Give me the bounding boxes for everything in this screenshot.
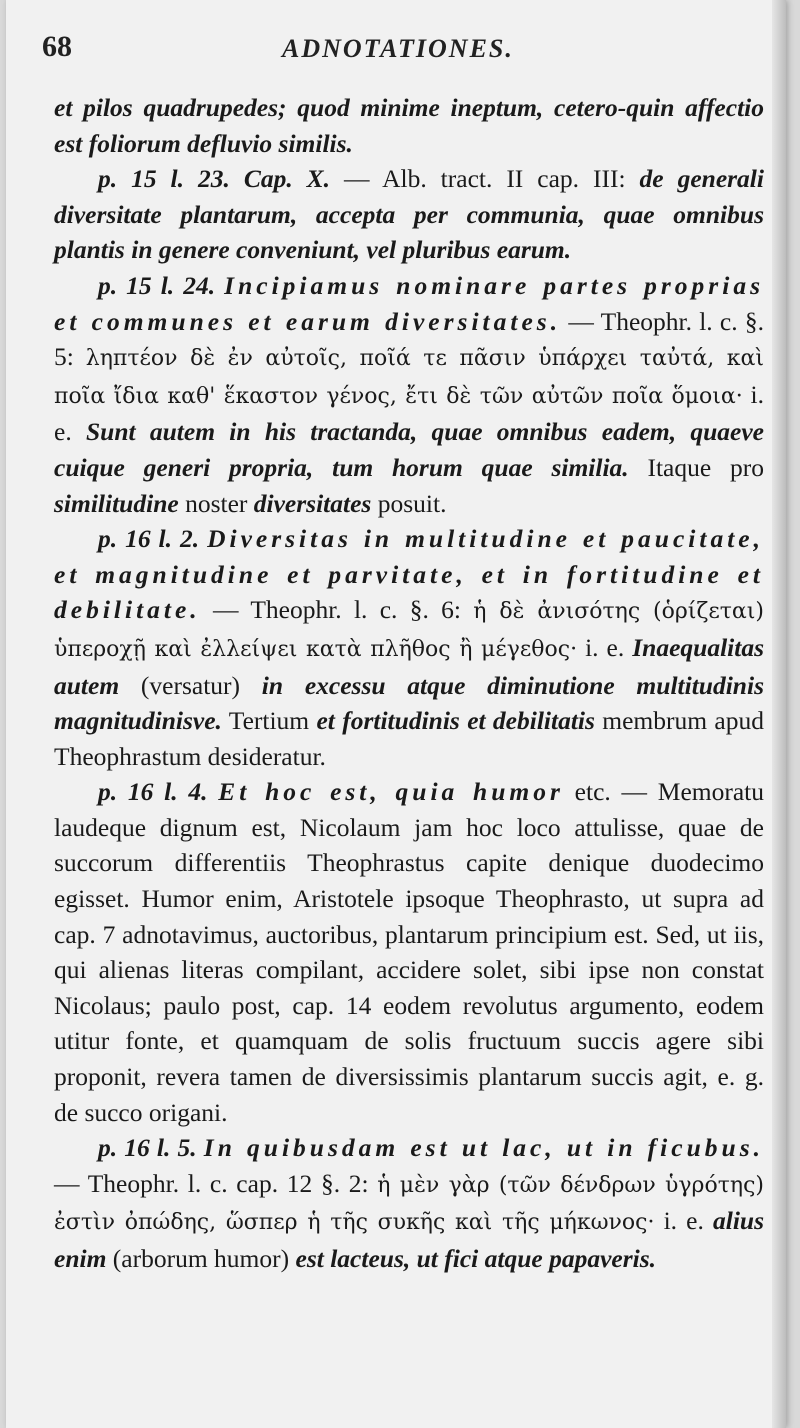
text-span: Diversitas in multitudine et paucitate, et magnitudine et parvitate, et in fortitudine et debilitate. [54, 524, 764, 625]
text-span: Itaque pro [628, 452, 764, 482]
text-span: diversitates [253, 488, 372, 518]
paragraph-4 [54, 774, 764, 1130]
text-span: posuit. [371, 488, 447, 518]
text-span: in excessu atque diminutione multitudinis magnitudinisve. [54, 670, 764, 736]
text-span: alius enim [54, 1206, 765, 1273]
text-span: p. 15 l. 23. [98, 164, 244, 194]
text-span: In quibusdam est ut lac, ut in ficubus. [203, 1133, 764, 1163]
text-span: — Theophr. l. c. cap. 12 §. 2: [54, 1168, 378, 1198]
text-span: de generali diversitate plantarum, accepta per communia, quae omnibus plantis in genere conveniunt, vel pluribus earum. [54, 164, 764, 265]
text-span: Incipiamus nominare partes proprias et communes et earum diversitates. [54, 270, 764, 336]
page-edge-shadow [772, 0, 786, 1428]
text-span: p. 16 l. 4. [98, 777, 219, 807]
text-span: (arborum humor) [106, 1244, 296, 1273]
text-span: Et hoc est, quia humor [218, 777, 564, 807]
text-span: est lacteus, ut fici atque papaveris. [295, 1244, 657, 1273]
text-span: Sunt autem in his tractanda, quae omnibus eadem, quaeve cuique generi propria, tum horum quae similia. [54, 417, 764, 482]
paragraph-3 [54, 521, 764, 774]
text-span: ἡ δὲ ἀνισότης (ὁρίζεται) ὑπεροχῇ καὶ ἐλλείψει κατὰ πλῆθος ἢ μέγεθος· [54, 599, 764, 662]
text-span: p. 15 l. 24. [98, 270, 225, 300]
page-header [42, 30, 746, 66]
text-span: similitudine [54, 488, 179, 518]
text-span: Inaequalitas autem [54, 632, 765, 700]
text-span: — Theophr. l. c. §. 5: [54, 306, 764, 372]
text-span: (versatur) [119, 670, 262, 700]
text-span: — Theophr. l. c. §. 6: [200, 595, 474, 625]
paragraph-0 [54, 90, 764, 161]
text-span: i. e. [654, 1206, 713, 1236]
text-span: ἡ μὲν γὰρ (τῶν δένδρων ὑγρότης) ἐστὶν ὀπώδης, ὥσπερ ἡ τῆς συκῆς καὶ τῆς μήκωνος· [54, 1172, 764, 1236]
text-span: Tertium [221, 706, 317, 736]
text-span: et pilos quadrupedes; quod minime ineptum, cetero-quin affectio est foliorum defluvio similis. [54, 93, 764, 158]
text-span: — Alb. tract. II cap. III: [330, 164, 640, 194]
text-span: noster [178, 488, 254, 518]
paragraph-5 [54, 1130, 764, 1276]
text-span: et fortitudinis et debilitatis [316, 706, 595, 736]
text-span: membrum apud Theophrastum desideratur. [54, 706, 764, 771]
text-span: p. 16 l. 5. [98, 1133, 204, 1163]
text-span: Cap. X. [243, 164, 331, 194]
text-span: etc. — Memoratu laudeque dignum est, Nicolaum jam hoc loco attulisse, quae de succorum differentiis Theophrastus capite denique duodecimo egisset. Humor enim, Aristotele ipsoque Theophrasto, ut supra ad cap. 7 adnotavimus, auctoribus, plantarum principium est. Sed, ut iis, qui alienas literas compilant, accidere solet, sibi ipse non constat Nicolaus; paulo post, cap. 14 eodem revolutus argumento, eodem utitur fonte, et quamquam de solis fructuum succis agere sibi proponit, revera tamen de diversissimis plantarum succis agit, e. g. de succo origani. [54, 777, 764, 1127]
paragraph-2 [54, 268, 764, 521]
body-text [54, 90, 764, 1277]
text-span: ληπτέον δὲ ἐν αὐτοῖς, ποῖά τε πᾶσιν ὑπάρχει ταὐτά, καὶ ποῖα ἴδια καθ' ἕκαστον γένος, ἔτι δὲ τῶν αὐτῶν ποῖα ὅμοια· [54, 346, 764, 409]
book-page [6, 0, 786, 1428]
page-number: 68 [42, 30, 72, 63]
text-span: i. e. [577, 632, 633, 662]
text-span: i. e. [54, 379, 765, 447]
paragraph-1 [54, 161, 764, 268]
text-span: p. 16 l. 2. [98, 524, 208, 554]
running-head: ADNOTATIONES. [282, 34, 514, 63]
